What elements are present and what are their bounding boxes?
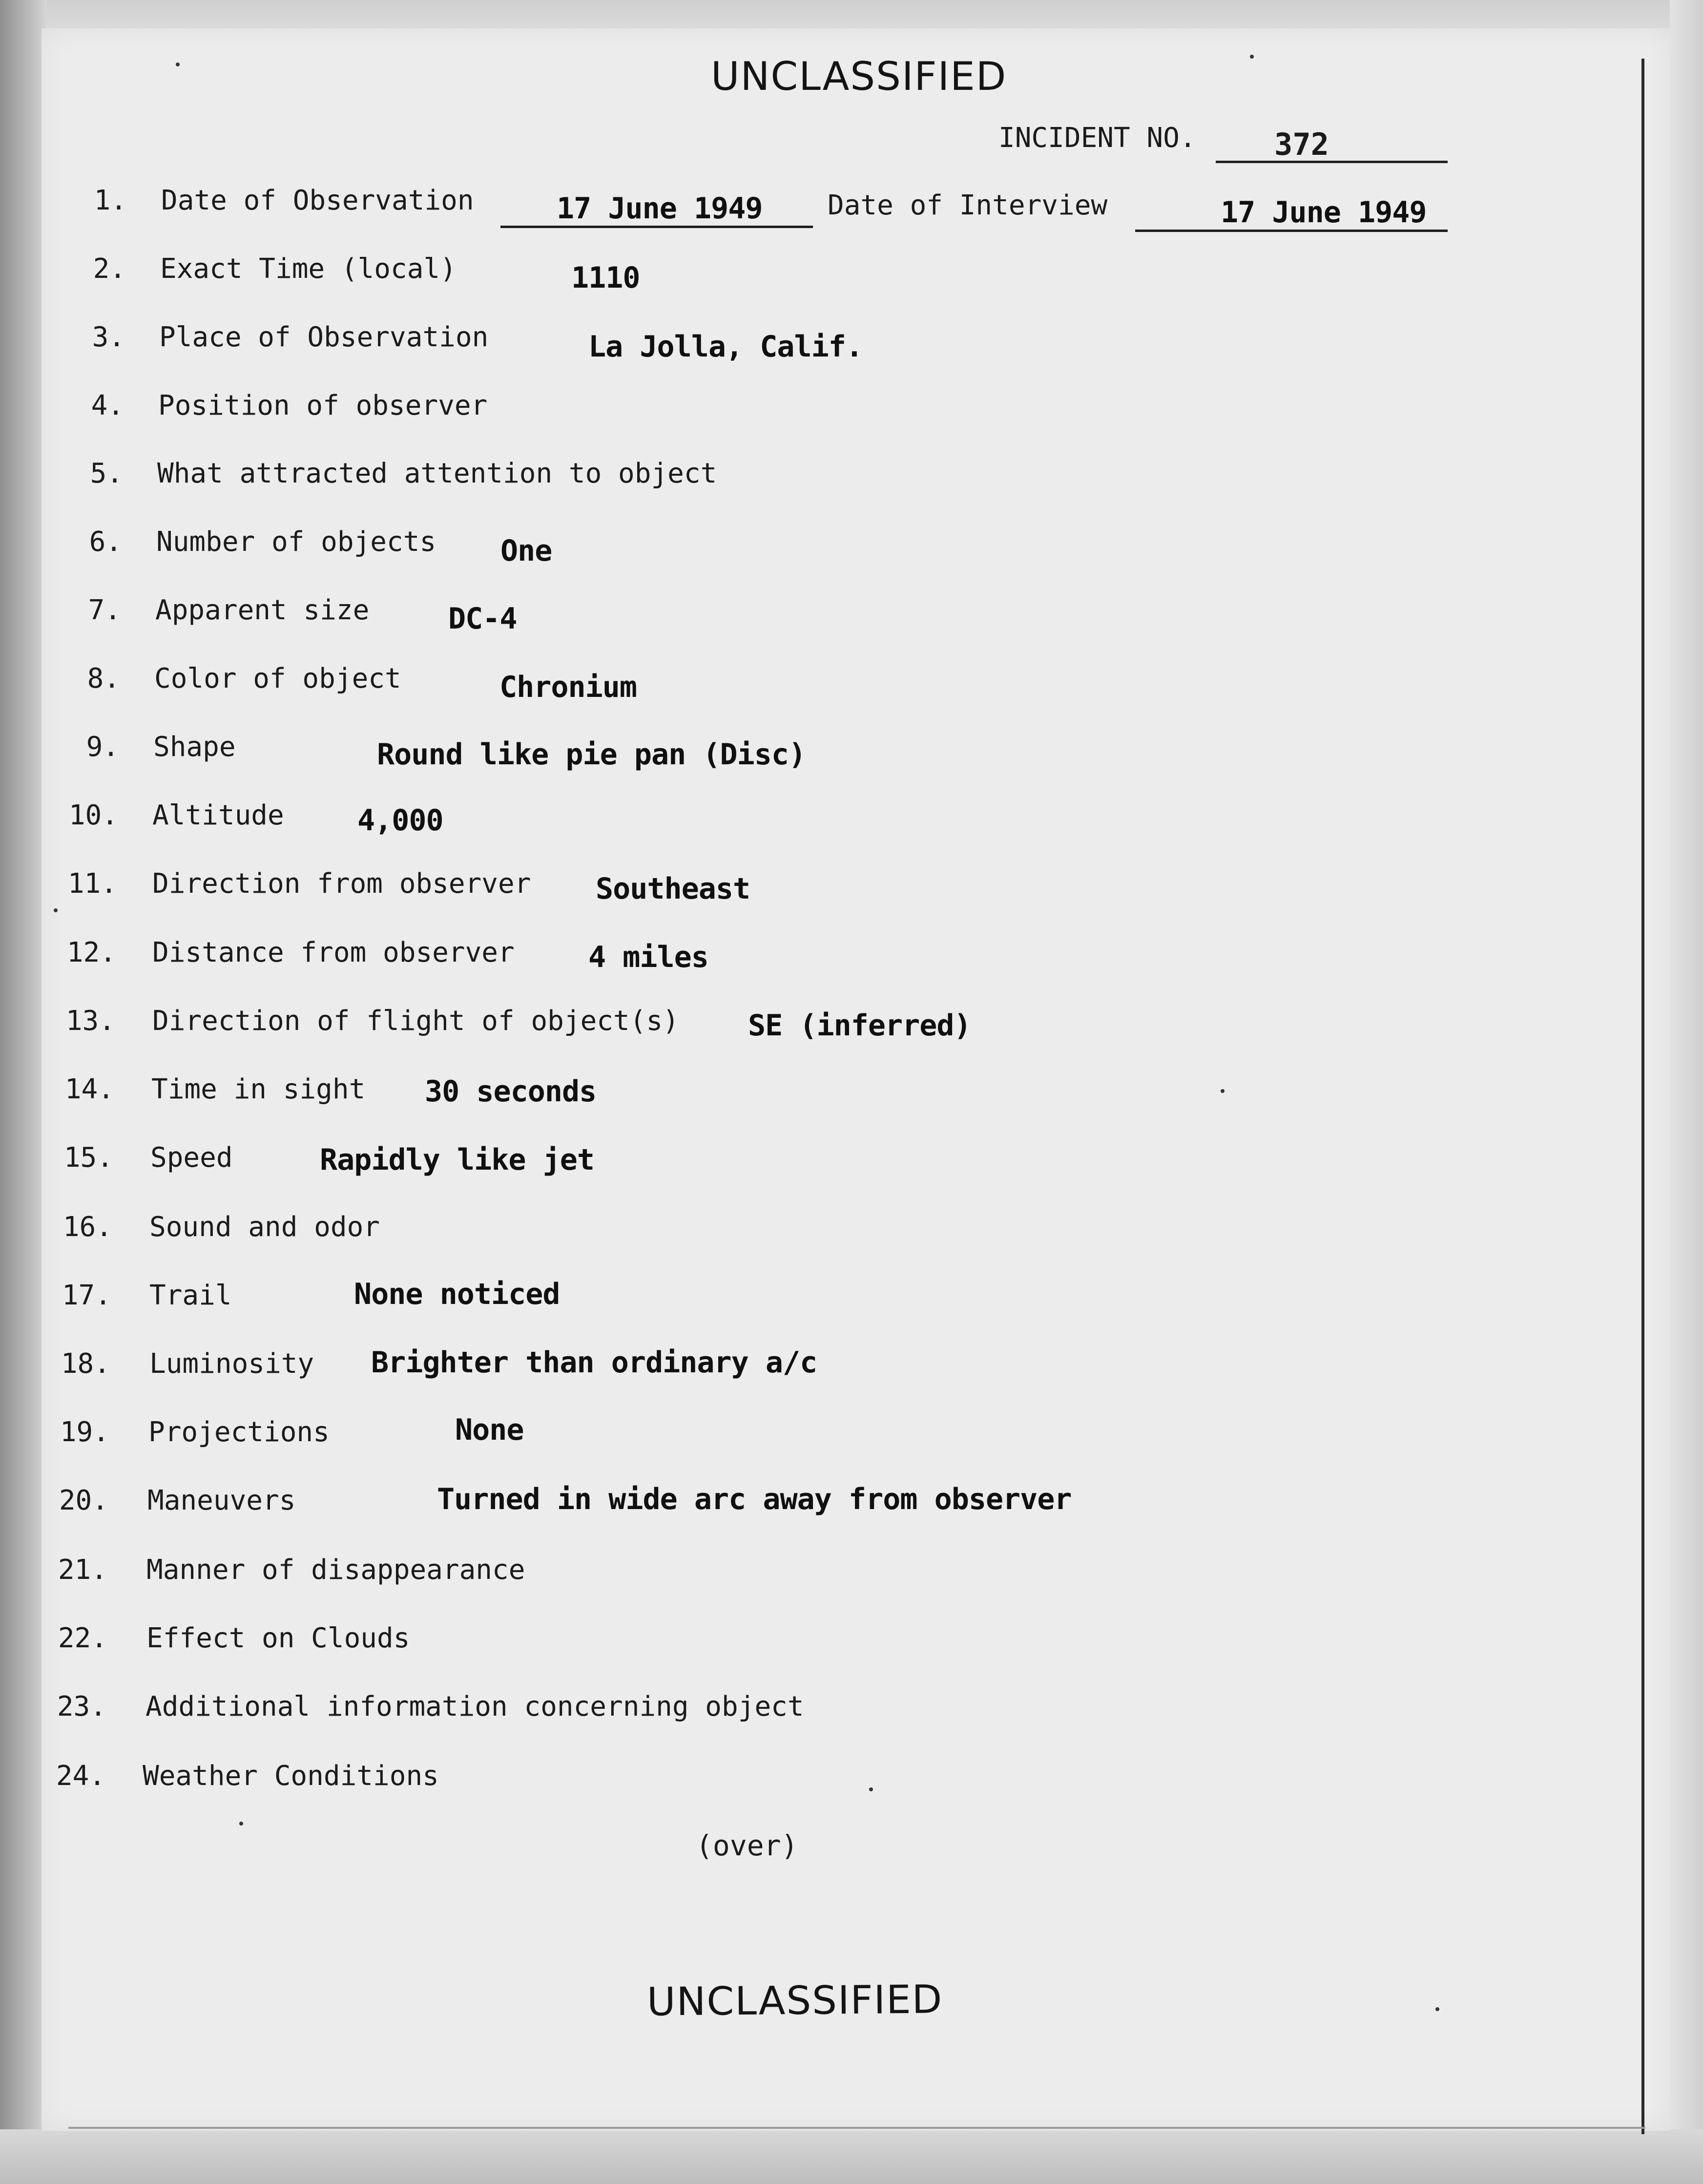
field-number: 5. (90, 458, 123, 489)
field-value: One (500, 534, 552, 568)
field-value: Brighter than ordinary a/c (371, 1345, 817, 1380)
scan-speck (54, 908, 58, 912)
field-number: 18. (61, 1348, 110, 1380)
field-label: Effect on Clouds (146, 1622, 410, 1654)
field-label: Date of Observation (161, 185, 474, 216)
field-number: 6. (89, 526, 122, 558)
field-number: 10. (68, 799, 118, 831)
field-number: 22. (58, 1622, 107, 1654)
field-number: 11. (67, 868, 117, 900)
scan-speck (1435, 2007, 1439, 2011)
scan-speck (176, 63, 180, 66)
field-label: Time in sight (151, 1073, 366, 1105)
field-value-2: 17 June 1949 (1221, 195, 1427, 230)
scan-speck (1250, 55, 1254, 59)
field-value: None (455, 1413, 524, 1447)
field-value: Round like pie pan (Disc) (377, 737, 806, 772)
field-label: Apparent size (155, 594, 370, 626)
field-label: Shape (153, 731, 236, 763)
field-number: 15. (63, 1142, 113, 1174)
field-number: 19. (60, 1416, 109, 1448)
field-value: Rapidly like jet (320, 1143, 594, 1177)
field-value: 1110 (571, 261, 640, 295)
field-number: 7. (88, 594, 121, 626)
field-number: 1. (94, 185, 127, 216)
field-label: Direction from observer (152, 868, 531, 900)
field-label: Speed (150, 1142, 233, 1174)
field-number: 3. (92, 321, 125, 353)
field-number: 13. (65, 1005, 115, 1037)
field-number: 9. (86, 731, 119, 763)
field-number: 20. (59, 1485, 108, 1516)
incident-label: INCIDENT NO. (998, 122, 1196, 154)
field-value: DC-4 (448, 602, 517, 636)
field-label: Manner of disappearance (146, 1554, 525, 1586)
over-note: (over) (696, 1829, 798, 1862)
page-edge-line (1641, 59, 1644, 2134)
field-value: 17 June 1949 (557, 191, 763, 226)
field-number: 2. (93, 253, 126, 285)
field-label: Maneuvers (147, 1485, 296, 1516)
classification-bottom: UNCLASSIFIED (646, 1976, 943, 2025)
field-number: 16. (62, 1211, 112, 1243)
field-label: Exact Time (local) (160, 253, 457, 285)
field-value: Chronium (499, 670, 637, 704)
field-value: 30 seconds (425, 1074, 597, 1109)
field-label: Number of objects (156, 526, 436, 558)
field-label: Sound and odor (149, 1211, 380, 1243)
field-label: Projections (148, 1416, 330, 1448)
scan-speck (239, 1822, 243, 1826)
field-value: La Jolla, Calif. (588, 330, 863, 364)
field-value: None noticed (354, 1277, 560, 1311)
page-bottom-line (68, 2127, 1645, 2129)
field-number: 4. (91, 390, 124, 421)
field-label: Color of object (154, 663, 401, 694)
field-label: Place of Observation (159, 321, 489, 353)
field-label-2: Date of Interview (828, 189, 1108, 221)
field-number: 12. (66, 937, 116, 968)
field-value: 4,000 (357, 803, 443, 838)
field-label: Luminosity (149, 1348, 314, 1380)
field-number: 14. (64, 1073, 114, 1105)
field-number: 8. (87, 663, 120, 694)
incident-number: 372 (1216, 126, 1448, 163)
field-value: 4 miles (588, 940, 708, 974)
field-value: Southeast (596, 872, 750, 906)
scan-border-right (1670, 0, 1703, 2184)
scan-speck (1221, 1089, 1225, 1093)
field-value: Turned in wide arc away from observer (437, 1482, 1072, 1516)
field-number: 17. (62, 1280, 111, 1311)
field-value: SE (inferred) (748, 1008, 971, 1043)
field-label: Weather Conditions (143, 1760, 439, 1792)
field-label: Position of observer (158, 390, 488, 421)
scan-speck (869, 1787, 873, 1791)
field-label: Additional information concerning object (145, 1691, 804, 1722)
field-label: Trail (149, 1280, 232, 1311)
field-label: Distance from observer (152, 937, 515, 968)
field-number: 21. (58, 1554, 107, 1586)
classification-top: UNCLASSIFIED (711, 54, 1007, 99)
scan-border-bottom (0, 2129, 1703, 2184)
field-label: Altitude (152, 799, 284, 831)
field-label: Direction of flight of object(s) (152, 1005, 679, 1037)
field-number: 23. (57, 1691, 106, 1722)
field-label: What attracted attention to object (157, 458, 717, 489)
field-number: 24. (56, 1760, 105, 1792)
